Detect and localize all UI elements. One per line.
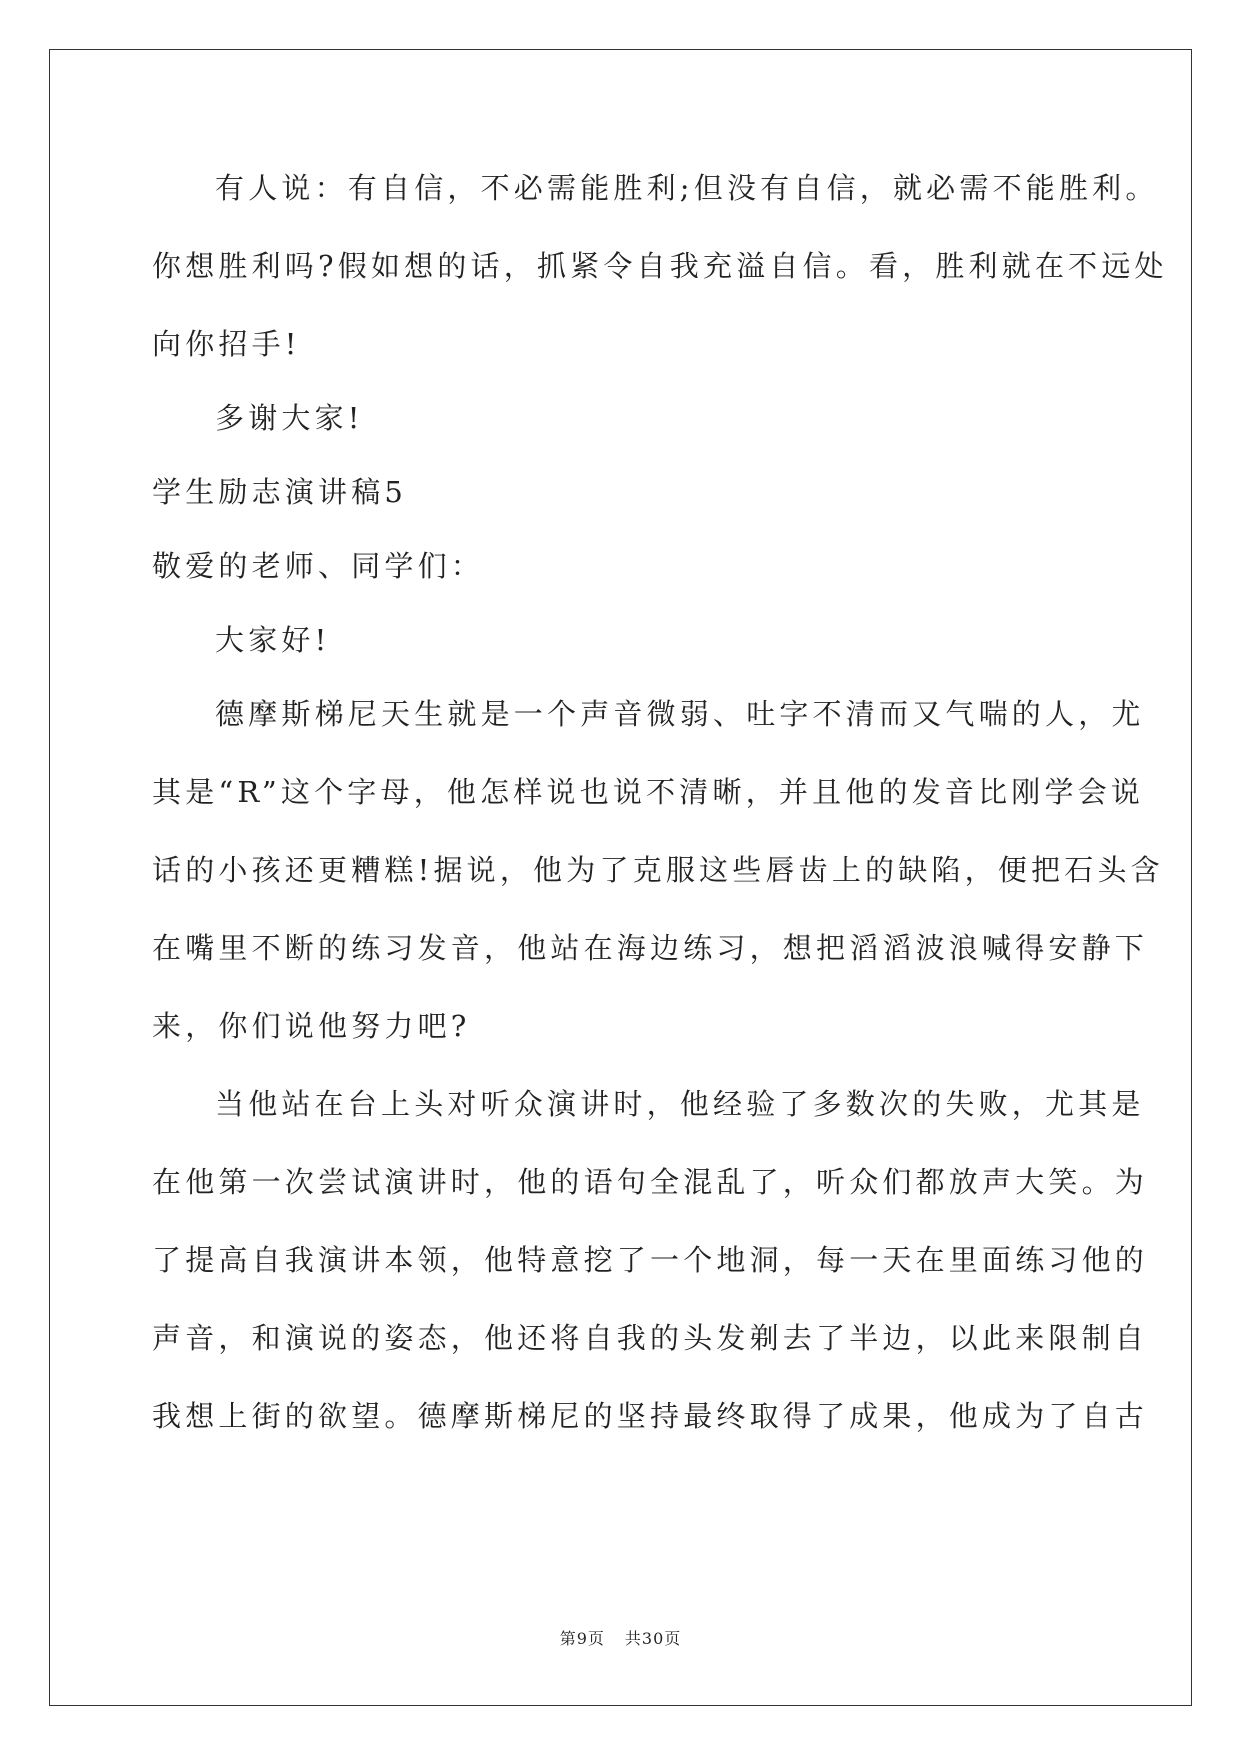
paragraph-line: 声音，和演说的姿态，他还将自我的头发剃去了半边，以此来限制自 [152,1321,1149,1355]
page-total: 共30页 [624,1629,682,1648]
paragraph-line: 在他第一次尝试演讲时，他的语句全混乱了，听众们都放声大笑。为 [152,1165,1149,1199]
paragraph-line: 在嘴里不断的练习发音，他站在海边练习，想把滔滔波浪喊得安静下 [152,931,1149,965]
closing-line: 多谢大家! [215,401,364,435]
paragraph-line: 其是“R”这个字母，他怎样说也说不清晰，并且他的发音比刚学会说 [152,775,1145,809]
paragraph-line: 当他站在台上头对听众演讲时，他经验了多数次的失败，尤其是 [215,1087,1145,1121]
page-number: 第9页 [559,1629,605,1648]
page-footer [0,1626,1241,1649]
salutation: 敬爱的老师、同学们： [152,549,485,583]
paragraph-line: 向你招手! [152,327,301,361]
greeting: 大家好! [215,623,331,657]
document-body [152,160,1168,1466]
paragraph-line: 我想上街的欲望。德摩斯梯尼的坚持最终取得了成果，他成为了自古 [152,1399,1149,1433]
paragraph-line: 你想胜利吗?假如想的话，抓紧令自我充溢自信。看，胜利就在不远处 [152,249,1168,283]
paragraph-line: 来，你们说他努力吧? [152,1009,471,1043]
paragraph-line: 了提高自我演讲本领，他特意挖了一个地洞，每一天在里面练习他的 [152,1243,1149,1277]
paragraph-line: 话的小孩还更糟糕!据说，他为了克服这些唇齿上的缺陷，便把石头含 [152,853,1164,887]
paragraph-line: 有人说：有自信，不必需能胜利;但没有自信，就必需不能胜利。 [215,171,1159,205]
section-title: 学生励志演讲稿5 [152,475,408,509]
paragraph-line: 德摩斯梯尼天生就是一个声音微弱、吐字不清而又气喘的人，尤 [215,697,1145,731]
